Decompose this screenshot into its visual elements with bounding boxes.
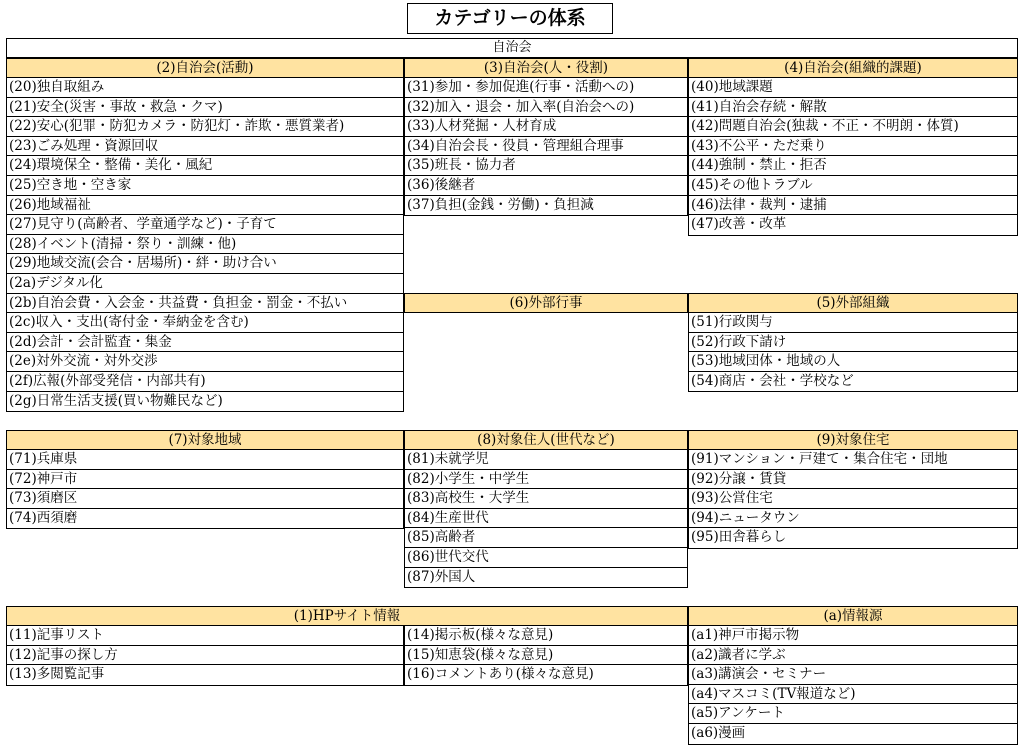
category-item: (74)西須磨 bbox=[9, 509, 78, 526]
category-item: (94)ニュータウン bbox=[689, 509, 1017, 529]
category-item: (2c)収入・支出(寄付金・奉納金を含む) bbox=[7, 313, 403, 333]
section-list-people-roles bbox=[404, 78, 688, 216]
category-item: (33)人材発掘・人材育成 bbox=[405, 117, 687, 137]
category-item: (31)参加・参加促進(行事・活動への) bbox=[405, 78, 687, 98]
category-item: (27)見守り(高齢者、学童通学など)・子育て bbox=[7, 215, 403, 235]
category-item: (2e)対外交流・対外交渉 bbox=[7, 352, 403, 372]
category-item: (a2)識者に学ぶ bbox=[689, 646, 1017, 666]
category-item: (85)高齢者 bbox=[405, 528, 687, 548]
category-item: (11)記事リスト bbox=[7, 626, 403, 646]
category-item: (a3)講演会・セミナー bbox=[689, 665, 1017, 685]
section-list-info-sources bbox=[688, 626, 1018, 745]
category-item: (a1)神戸市掲示物 bbox=[689, 626, 1017, 646]
section-header-target-area: (7)対象地域 bbox=[6, 430, 404, 450]
category-item: (51)行政関与 bbox=[689, 313, 1017, 333]
section-list-target-housing bbox=[688, 450, 1018, 549]
category-item: (23)ごみ処理・資源回収 bbox=[7, 137, 403, 157]
category-item: (54)商店・会社・学校など bbox=[691, 372, 854, 389]
category-item: (43)不公平・ただ乗り bbox=[689, 137, 1017, 157]
category-item: (40)地域課題 bbox=[689, 78, 1017, 98]
category-item: (92)分譲・賃貸 bbox=[689, 470, 1017, 490]
section-header-external-organizations: (5)外部組織 bbox=[688, 293, 1018, 313]
category-item: (73)須磨区 bbox=[7, 489, 403, 509]
category-item: (72)神戸市 bbox=[7, 470, 403, 490]
category-item: (87)外国人 bbox=[407, 568, 476, 585]
section-list-external-organizations bbox=[688, 313, 1018, 392]
category-item: (91)マンション・戸建て・集合住宅・団地 bbox=[689, 450, 1017, 470]
section-header-hp-site-info: (1)HPサイト情報 bbox=[6, 606, 688, 626]
category-item: (36)後継者 bbox=[405, 176, 687, 196]
category-item: (46)法律・裁判・逮捕 bbox=[689, 196, 1017, 216]
category-item: (34)自治会長・役員・管理組合理事 bbox=[405, 137, 687, 157]
category-item: (71)兵庫県 bbox=[7, 450, 403, 470]
category-item: (82)小学生・中学生 bbox=[405, 470, 687, 490]
section-list-hp-site-info-right bbox=[404, 626, 688, 686]
section-header-info-sources: (a)情報源 bbox=[688, 606, 1018, 626]
category-item: (a4)マスコミ(TV報道など) bbox=[689, 685, 1017, 705]
section-list-target-residents bbox=[404, 450, 688, 588]
category-item: (15)知恵袋(様々な意見) bbox=[405, 646, 687, 666]
category-item: (20)独自取組み bbox=[7, 78, 403, 98]
category-item: (86)世代交代 bbox=[405, 548, 687, 568]
category-item: (2f)広報(外部受発信・内部共有) bbox=[7, 372, 403, 392]
section-header-organizational-issues: (4)自治会(組織的課題) bbox=[688, 58, 1018, 78]
category-item: (93)公営住宅 bbox=[689, 489, 1017, 509]
category-item: (44)強制・禁止・拒否 bbox=[689, 156, 1017, 176]
category-item: (2d)会計・会計監査・集金 bbox=[7, 333, 403, 353]
category-item: (37)負担(金銭・労働)・負担減 bbox=[407, 196, 594, 213]
category-item: (41)自治会存続・解散 bbox=[689, 98, 1017, 118]
section-header-activities: (2)自治会(活動) bbox=[6, 58, 404, 78]
category-item: (13)多閲覧記事 bbox=[9, 666, 105, 683]
category-item: (47)改善・改革 bbox=[691, 216, 787, 233]
category-item: (2b)自治会費・入会金・共益費・負担金・罰金・不払い bbox=[7, 294, 403, 314]
category-item: (14)掲示板(様々な意見) bbox=[405, 626, 687, 646]
section-header-target-residents: (8)対象住人(世代など) bbox=[404, 430, 688, 450]
category-item: (42)問題自治会(独裁・不正・不明朗・体質) bbox=[689, 117, 1017, 137]
section-header-people-roles: (3)自治会(人・役割) bbox=[404, 58, 688, 78]
category-item: (2a)デジタル化 bbox=[7, 274, 403, 294]
category-item: (2g)日常生活支援(買い物難民など) bbox=[9, 392, 223, 409]
category-item: (28)イベント(清掃・祭り・訓練・他) bbox=[7, 235, 403, 255]
category-item: (16)コメントあり(様々な意見) bbox=[407, 666, 594, 683]
category-item: (32)加入・退会・加入率(自治会への) bbox=[405, 98, 687, 118]
category-item: (25)空き地・空き家 bbox=[7, 176, 403, 196]
section-list-organizational-issues bbox=[688, 78, 1018, 236]
section-list-activities bbox=[6, 78, 404, 412]
category-item: (22)安心(犯罪・防犯カメラ・防犯灯・詐欺・悪質業者) bbox=[7, 117, 403, 137]
section-list-target-area bbox=[6, 450, 404, 529]
category-item: (12)記事の探し方 bbox=[7, 646, 403, 666]
category-item: (52)行政下請け bbox=[689, 333, 1017, 353]
category-item: (81)未就学児 bbox=[405, 450, 687, 470]
category-item: (95)田舎暮らし bbox=[691, 529, 787, 546]
section-header-target-housing: (9)対象住宅 bbox=[688, 430, 1018, 450]
category-item: (a6)漫画 bbox=[691, 724, 746, 741]
category-item: (29)地域交流(会合・居場所)・絆・助け合い bbox=[7, 254, 403, 274]
category-item: (24)環境保全・整備・美化・風紀 bbox=[7, 156, 403, 176]
category-item: (26)地域福祉 bbox=[7, 196, 403, 216]
section-list-hp-site-info-left bbox=[6, 626, 404, 686]
section-header-external-events: (6)外部行事 bbox=[404, 293, 688, 313]
category-item: (83)高校生・大学生 bbox=[405, 489, 687, 509]
category-item: (45)その他トラブル bbox=[689, 176, 1017, 196]
category-item: (21)安全(災害・事故・救急・クマ) bbox=[7, 98, 403, 118]
category-item: (a5)アンケート bbox=[689, 704, 1017, 724]
jichikai-header: 自治会 bbox=[6, 38, 1018, 58]
category-item: (35)班長・協力者 bbox=[405, 156, 687, 176]
category-item: (53)地域団体・地域の人 bbox=[689, 352, 1017, 372]
page-title: カテゴリーの体系 bbox=[407, 3, 613, 34]
category-item: (84)生産世代 bbox=[405, 509, 687, 529]
